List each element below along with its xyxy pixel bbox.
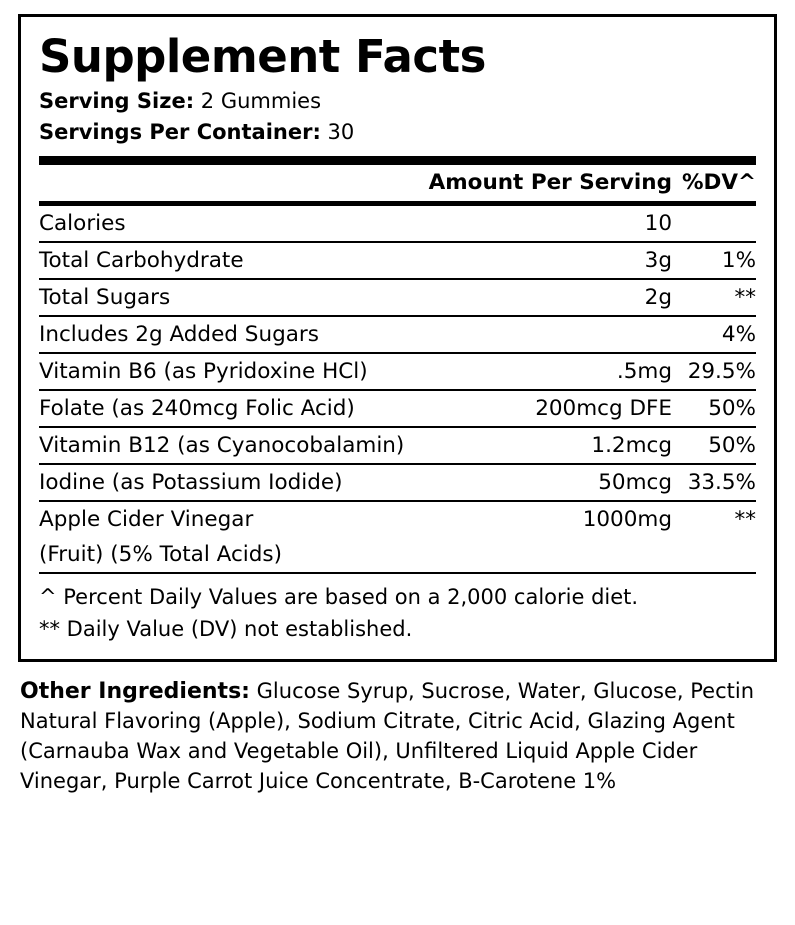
serving-size-value: 2 Gummies [200,89,322,114]
row-dv: 4% [672,316,756,353]
row-dv: ** [734,507,756,533]
row-amount: 50mcg [429,464,672,501]
row-name: Vitamin B12 (as Cyanocobalamin) [39,427,429,464]
table-row [39,464,756,501]
row-name: Iodine (as Potassium Iodide) [39,464,429,501]
table-row [39,316,756,353]
panel-title: Supplement Facts [39,30,486,83]
row-dv [672,537,756,573]
row-dv: ** [672,279,756,316]
row-dv: 50% [672,390,756,427]
row-name: Total Carbohydrate [39,242,429,279]
footnote-daily-value-basis: ^ Percent Daily Values are based on a 2,000 calorie diet. [39,585,639,610]
row-amount: .5mg [429,353,672,390]
row-name: Folate (as 240mcg Folic Acid) [39,390,429,427]
row-name: Includes 2g Added Sugars [39,316,429,353]
row-name: Calories [39,204,429,243]
table-row [39,353,756,390]
row-amount [429,537,672,573]
row-dv: 29.5% [672,353,756,390]
table-row [39,501,756,537]
row-name: Total Sugars [39,279,429,316]
row-name: Vitamin B6 (as Pyridoxine HCl) [39,353,429,390]
divider-thick-top [39,156,756,165]
serving-size-label: Serving Size: [39,89,195,114]
header-daily-value: %DV^ [672,165,756,204]
other-ingredients-text: Glucose Syrup, Sucrose, Water, Glucose, Pectin Natural Flavoring (Apple), Sodium Citrate, Citric Acid, Glazing Agent (Carnauba Wax and Vegetable Oil), Unfiltered Liquid Apple Cider Vinegar, Purple Carrot Juice Concentrate, B-Carotene 1% [20,679,755,793]
supplement-facts-panel [18,14,777,662]
header-spacer [39,165,429,204]
servings-per-container-label: Servings Per Container: [39,119,321,144]
row-dv: 33.5% [672,464,756,501]
other-ingredients-label: Other Ingredients: [20,679,250,705]
row-amount: 10 [429,204,672,243]
other-ingredients [18,662,777,797]
serving-size-line [39,86,756,116]
row-amount: 1000mg [582,507,672,533]
table-row [39,204,756,243]
footnotes [39,574,756,645]
row-amount [429,316,672,353]
table-row [39,390,756,427]
row-name: (Fruit) (5% Total Acids) [39,537,429,573]
row-name: Apple Cider Vinegar [39,507,254,533]
row-amount: 1.2mcg [429,427,672,464]
table-row [39,537,756,573]
table-header-row [39,165,756,204]
footnote-dv-not-established: ** Daily Value (DV) not established. [39,616,413,641]
table-row [39,242,756,279]
servings-per-container-line [39,117,756,147]
table-row [39,279,756,316]
row-amount: 2g [429,279,672,316]
servings-per-container-value: 30 [327,119,355,144]
row-dv: 50% [672,427,756,464]
row-dv: 1% [672,242,756,279]
header-amount-per-serving: Amount Per Serving [429,165,672,204]
table-row [39,427,756,464]
row-dv [672,204,756,243]
row-amount: 200mcg DFE [429,390,672,427]
nutrition-table [39,165,756,574]
row-amount: 3g [429,242,672,279]
